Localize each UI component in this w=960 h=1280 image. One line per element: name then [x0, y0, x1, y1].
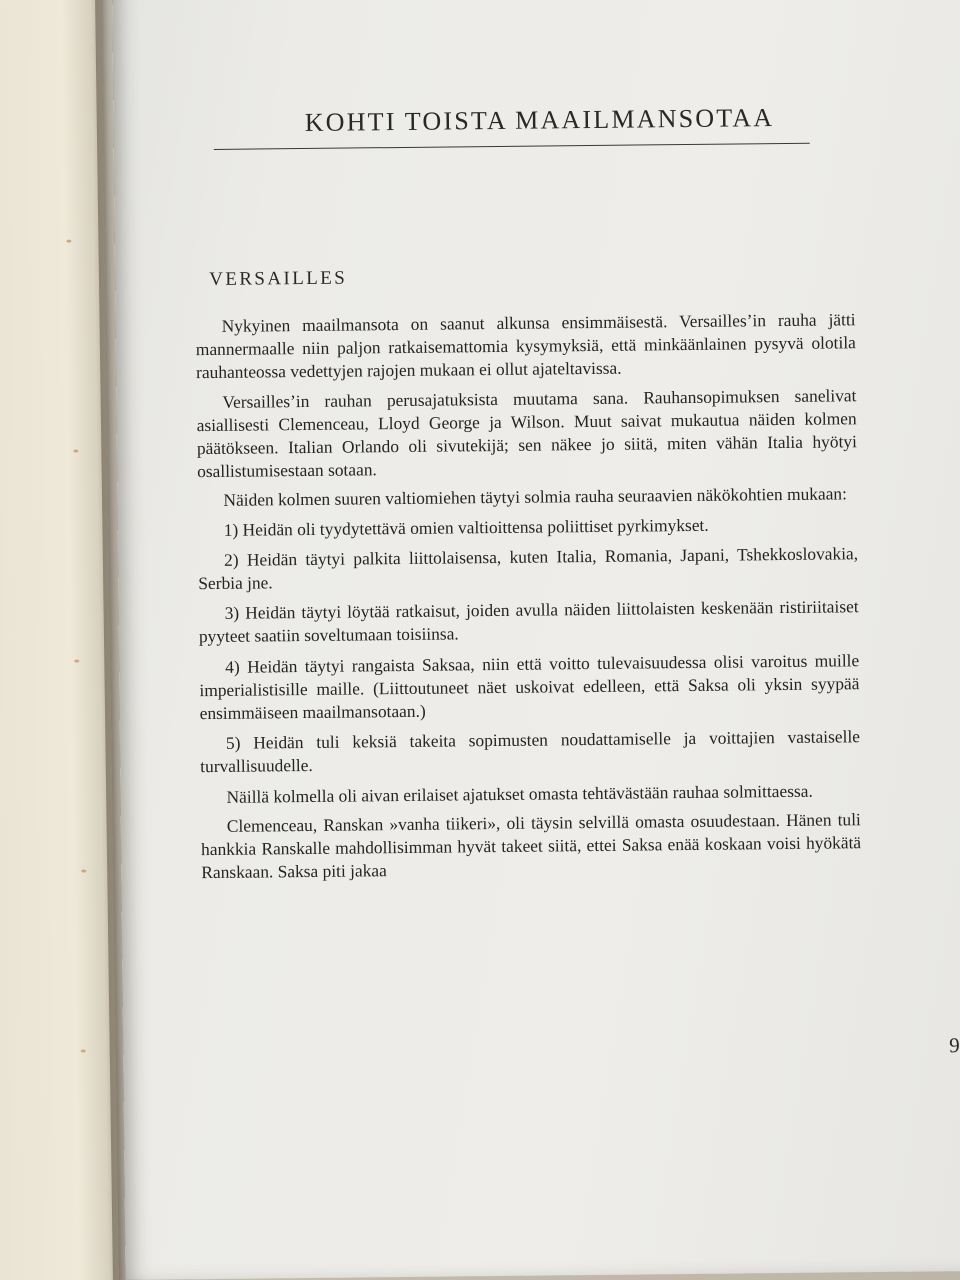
list-item: 1) Heidän oli tyydytettävä omien valtioittensa poliittiset pyrkimykset.: [223, 514, 709, 540]
foxing-spot: [81, 869, 86, 872]
book-page: [112, 0, 960, 1280]
list-item: 2) Heidän täytyi palkita liittolaisensa, kuten Italia, Romania, Japani, Tshekkoslovakia, Serbia jne.: [198, 543, 859, 594]
paragraph: Versailles’in rauhan perusajatuksista muutama sana. Rauhansopimuksen sanelivat asiallisesti Clemenceau, Lloyd George ja Wilson. Muut saivat mukautua näiden kolmen päätökseen. Italian Orlando oli sivutekijä; sen näkee jo siitä, miten vähän Italia hyötyi osallistumisestaan sotaan.: [196, 384, 857, 482]
running-head-rule: [214, 143, 810, 150]
list-item: 5) Heidän tuli keksiä takeita sopimusten noudattamiselle ja voittajien vastaiselle turvallisuudelle.: [200, 726, 861, 777]
paragraph: Clemenceau, Ranskan »vanha tiikeri», oli täysin selvillä omasta osuudestaan. Hänen tuli hankkia Ranskalle mahdollisimman hyvät takeet siitä, ettei Saksa enää koskaan voisi hyökätä Ranskaan. Saksa piti jakaa: [201, 809, 862, 883]
running-head: KOHTI TOISTA MAAILMANSOTAA: [304, 103, 775, 137]
page-number: 9: [949, 1033, 960, 1058]
list-item: 4) Heidän täytyi rangaista Saksaa, niin että voitto tulevaisuudessa olisi varoitus muille imperialistisille maille. (Liittoutuneet näet uskoivat edelleen, että Saksa oli yksin syypää ensimmäiseen maailmansotaan.): [199, 649, 860, 724]
paragraph: Näiden kolmen suuren valtiomiehen täytyi solmia rauha seuraavien näkökohtien mukaan:: [223, 483, 847, 511]
foxing-spot: [74, 660, 79, 663]
section-title: VERSAILLES: [209, 267, 348, 290]
paragraph: Näillä kolmella oli aivan erilaiset ajatukset omasta tehtävästään rauhaa solmittaessa.: [226, 780, 813, 807]
paragraph: Nykyinen maailmansota on saanut alkunsa ensimmäisestä. Versailles’in rauha jätti mannermaalle niin paljon ratkaisemattomia kysymyksiä, että minkäänlainen pysyvä olotila rauhanteossa vedettyjen rajojen mukaan ei ollut ajateltavissa.: [195, 309, 856, 383]
body-text: [196, 308, 862, 890]
foxing-spot: [81, 1049, 86, 1052]
foxing-spot: [66, 240, 71, 243]
list-item: 3) Heidän täytyi löytää ratkaisut, joiden avulla näiden liittolaisten keskenään ristiriitaiset pyyteet saatiin soveltumaan toisiinsa.: [198, 596, 859, 647]
foxing-spot: [73, 450, 78, 453]
